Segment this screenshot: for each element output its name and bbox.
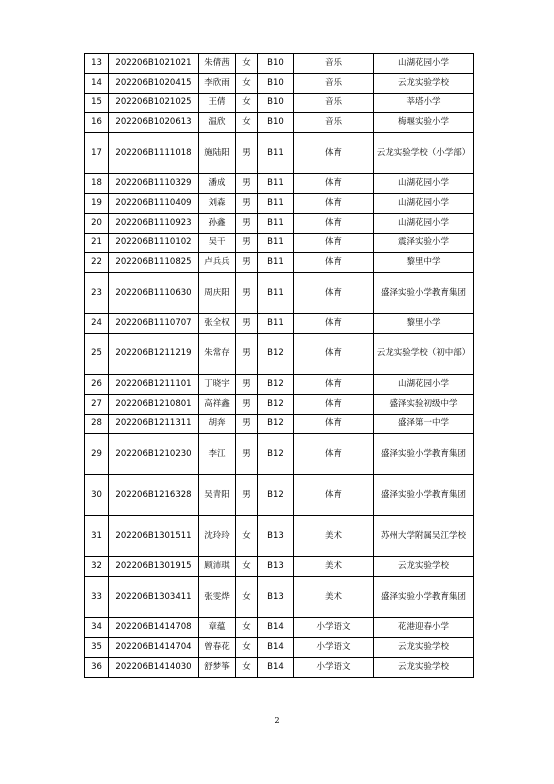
cell-number: 29: [85, 434, 109, 475]
cell-subject: 美术: [294, 557, 374, 577]
school-text: 山湖花园小学: [397, 57, 449, 68]
table-row: [85, 193, 474, 213]
cell-name: 施陆阳: [199, 133, 236, 174]
school-text: 云龙实验学校（小学部）: [376, 147, 471, 158]
cell-name: 刘森: [199, 193, 236, 213]
cell-exam-id: 202206B1211101: [109, 374, 199, 394]
cell-number: 32: [85, 557, 109, 577]
cell-group: B13: [258, 577, 294, 618]
cell-name: 沈玲玲: [199, 516, 236, 557]
cell-number: 15: [85, 93, 109, 113]
cell-school: [374, 213, 474, 233]
table-row: [85, 577, 474, 618]
school-text: 云龙实验学校: [397, 77, 449, 88]
cell-school: [374, 54, 474, 74]
cell-number: 23: [85, 273, 109, 314]
cell-group: B14: [258, 657, 294, 677]
cell-gender: 男: [236, 174, 258, 194]
cell-subject: 小学语文: [294, 637, 374, 657]
cell-gender: 女: [236, 516, 258, 557]
cell-exam-id: 202206B1211219: [109, 333, 199, 374]
school-text: 盛泽实验小学教育集团: [380, 287, 466, 298]
cell-subject: 体育: [294, 394, 374, 414]
cell-subject: 体育: [294, 273, 374, 314]
cell-name: 卢兵兵: [199, 253, 236, 273]
cell-group: B11: [258, 174, 294, 194]
cell-exam-id: 202206B1110630: [109, 273, 199, 314]
cell-gender: 男: [236, 314, 258, 334]
cell-exam-id: 202206B1210801: [109, 394, 199, 414]
cell-exam-id: 202206B1020613: [109, 113, 199, 133]
cell-name: 孙鑫: [199, 213, 236, 233]
cell-gender: 男: [236, 253, 258, 273]
cell-group: B10: [258, 93, 294, 113]
cell-number: 35: [85, 637, 109, 657]
cell-subject: 音乐: [294, 54, 374, 74]
school-text: 盛泽实验小学教育集团: [380, 448, 466, 459]
cell-exam-id: 202206B1301511: [109, 516, 199, 557]
school-text: 震泽实验小学: [397, 237, 449, 248]
school-text: 云龙实验学校: [397, 661, 449, 672]
cell-exam-id: 202206B1021025: [109, 93, 199, 113]
cell-school: [374, 113, 474, 133]
cell-gender: 女: [236, 93, 258, 113]
cell-number: 21: [85, 233, 109, 253]
school-text: 梅堰实验小学: [397, 117, 449, 128]
cell-exam-id: 202206B1414704: [109, 637, 199, 657]
cell-gender: 女: [236, 577, 258, 618]
cell-group: B12: [258, 434, 294, 475]
cell-subject: 体育: [294, 414, 374, 434]
cell-name: 吴青阳: [199, 475, 236, 516]
cell-gender: 女: [236, 113, 258, 133]
cell-exam-id: 202206B1110329: [109, 174, 199, 194]
cell-group: B12: [258, 394, 294, 414]
school-text: 云龙实验学校: [397, 641, 449, 652]
school-text: 黎里中学: [406, 257, 441, 268]
table-row: [85, 314, 474, 334]
table-row: [85, 233, 474, 253]
cell-exam-id: 202206B1210230: [109, 434, 199, 475]
table-row: [85, 618, 474, 638]
school-text: 山湖花园小学: [397, 217, 449, 228]
cell-subject: 体育: [294, 174, 374, 194]
cell-exam-id: 202206B1110707: [109, 314, 199, 334]
cell-name: 温欣: [199, 113, 236, 133]
cell-number: 28: [85, 414, 109, 434]
cell-school: [374, 73, 474, 93]
cell-school: [374, 253, 474, 273]
cell-school: [374, 637, 474, 657]
cell-subject: 音乐: [294, 93, 374, 113]
cell-group: B11: [258, 233, 294, 253]
table-row: [85, 73, 474, 93]
cell-number: 24: [85, 314, 109, 334]
cell-name: 周庆阳: [199, 273, 236, 314]
cell-school: [374, 314, 474, 334]
cell-exam-id: 202206B1110409: [109, 193, 199, 213]
table-row: [85, 637, 474, 657]
cell-number: 20: [85, 213, 109, 233]
cell-subject: 美术: [294, 577, 374, 618]
school-text: 云龙实验学校: [397, 561, 449, 572]
cell-exam-id: 202206B1414708: [109, 618, 199, 638]
school-text: 莘塔小学: [406, 97, 441, 108]
table-row: [85, 174, 474, 194]
cell-exam-id: 202206B1211311: [109, 414, 199, 434]
cell-gender: 男: [236, 233, 258, 253]
cell-subject: 美术: [294, 516, 374, 557]
cell-gender: 男: [236, 133, 258, 174]
cell-gender: 女: [236, 657, 258, 677]
cell-name: 丁晓宇: [199, 374, 236, 394]
cell-exam-id: 202206B1110923: [109, 213, 199, 233]
table-row: [85, 253, 474, 273]
cell-name: 朱倩茜: [199, 54, 236, 74]
cell-subject: 小学语文: [294, 657, 374, 677]
cell-school: [374, 394, 474, 414]
cell-name: 章蕴: [199, 618, 236, 638]
table-row: [85, 54, 474, 74]
cell-number: 16: [85, 113, 109, 133]
cell-group: B14: [258, 637, 294, 657]
cell-name: 王倩: [199, 93, 236, 113]
cell-name: 张全权: [199, 314, 236, 334]
cell-number: 17: [85, 133, 109, 174]
cell-group: B11: [258, 213, 294, 233]
cell-subject: 音乐: [294, 113, 374, 133]
cell-number: 27: [85, 394, 109, 414]
cell-group: B12: [258, 414, 294, 434]
cell-subject: 体育: [294, 193, 374, 213]
candidate-table: [84, 53, 474, 678]
cell-subject: 体育: [294, 434, 374, 475]
school-text: 盛泽实验小学教育集团: [380, 591, 466, 602]
cell-name: 高祥鑫: [199, 394, 236, 414]
cell-number: 30: [85, 475, 109, 516]
cell-gender: 男: [236, 374, 258, 394]
cell-name: 胡奔: [199, 414, 236, 434]
cell-name: 曾春花: [199, 637, 236, 657]
cell-number: 22: [85, 253, 109, 273]
cell-school: [374, 133, 474, 174]
table-row: [85, 557, 474, 577]
table-row: [85, 113, 474, 133]
cell-school: [374, 657, 474, 677]
school-text: 山湖花园小学: [397, 178, 449, 189]
cell-school: [374, 233, 474, 253]
cell-school: [374, 618, 474, 638]
cell-school: [374, 577, 474, 618]
cell-school: [374, 333, 474, 374]
cell-subject: 体育: [294, 233, 374, 253]
cell-school: [374, 273, 474, 314]
cell-group: B10: [258, 54, 294, 74]
cell-subject: 体育: [294, 133, 374, 174]
table-row: [85, 434, 474, 475]
cell-name: 张雯烨: [199, 577, 236, 618]
cell-gender: 男: [236, 213, 258, 233]
cell-subject: 体育: [294, 475, 374, 516]
cell-subject: 音乐: [294, 73, 374, 93]
school-text: 苏州大学附属吴江学校: [380, 530, 466, 541]
cell-school: [374, 374, 474, 394]
cell-group: B11: [258, 193, 294, 213]
cell-school: [374, 557, 474, 577]
school-text: 盛泽实验小学教育集团: [380, 489, 466, 500]
school-text: 盛泽实验初级中学: [389, 398, 458, 409]
school-text: 黎里小学: [406, 318, 441, 329]
table-row: [85, 516, 474, 557]
cell-school: [374, 174, 474, 194]
cell-gender: 男: [236, 273, 258, 314]
cell-number: 13: [85, 54, 109, 74]
cell-number: 14: [85, 73, 109, 93]
cell-subject: 体育: [294, 333, 374, 374]
cell-number: 31: [85, 516, 109, 557]
cell-number: 26: [85, 374, 109, 394]
cell-gender: 女: [236, 54, 258, 74]
table-row: [85, 133, 474, 174]
cell-gender: 女: [236, 557, 258, 577]
cell-number: 19: [85, 193, 109, 213]
cell-gender: 男: [236, 434, 258, 475]
cell-group: B11: [258, 273, 294, 314]
cell-number: 25: [85, 333, 109, 374]
cell-gender: 男: [236, 193, 258, 213]
cell-subject: 体育: [294, 213, 374, 233]
school-text: 云龙实验学校（初中部）: [376, 348, 471, 359]
cell-group: B11: [258, 133, 294, 174]
cell-exam-id: 202206B1111018: [109, 133, 199, 174]
cell-subject: 体育: [294, 374, 374, 394]
table-row: [85, 414, 474, 434]
cell-number: 18: [85, 174, 109, 194]
cell-name: 李欣雨: [199, 73, 236, 93]
table-row: [85, 213, 474, 233]
cell-gender: 男: [236, 333, 258, 374]
page-number: 2: [274, 716, 280, 725]
school-text: 山湖花园小学: [397, 378, 449, 389]
cell-subject: 体育: [294, 314, 374, 334]
cell-group: B13: [258, 557, 294, 577]
cell-name: 舒梦筝: [199, 657, 236, 677]
cell-group: B11: [258, 253, 294, 273]
cell-number: 33: [85, 577, 109, 618]
cell-group: B12: [258, 374, 294, 394]
cell-group: B14: [258, 618, 294, 638]
cell-number: 34: [85, 618, 109, 638]
cell-school: [374, 475, 474, 516]
cell-gender: 男: [236, 475, 258, 516]
cell-school: [374, 414, 474, 434]
cell-number: 36: [85, 657, 109, 677]
cell-gender: 男: [236, 414, 258, 434]
cell-exam-id: 202206B1216328: [109, 475, 199, 516]
table-row: [85, 374, 474, 394]
table-row: [85, 475, 474, 516]
cell-name: 潘成: [199, 174, 236, 194]
cell-name: 吴干: [199, 233, 236, 253]
cell-school: [374, 434, 474, 475]
cell-group: B12: [258, 475, 294, 516]
cell-name: 朱常存: [199, 333, 236, 374]
school-text: 花港迎春小学: [397, 622, 449, 633]
table-row: [85, 273, 474, 314]
cell-exam-id: 202206B1301915: [109, 557, 199, 577]
cell-gender: 女: [236, 73, 258, 93]
cell-gender: 女: [236, 637, 258, 657]
cell-exam-id: 202206B1020415: [109, 73, 199, 93]
cell-subject: 体育: [294, 253, 374, 273]
cell-group: B11: [258, 314, 294, 334]
cell-exam-id: 202206B1414030: [109, 657, 199, 677]
cell-exam-id: 202206B1110102: [109, 233, 199, 253]
cell-group: B10: [258, 73, 294, 93]
cell-group: B10: [258, 113, 294, 133]
cell-group: B13: [258, 516, 294, 557]
cell-name: 李江: [199, 434, 236, 475]
cell-gender: 男: [236, 394, 258, 414]
cell-exam-id: 202206B1303411: [109, 577, 199, 618]
cell-exam-id: 202206B1110825: [109, 253, 199, 273]
table-row: [85, 93, 474, 113]
school-text: 山湖花园小学: [397, 197, 449, 208]
table-row: [85, 333, 474, 374]
cell-school: [374, 93, 474, 113]
cell-school: [374, 193, 474, 213]
cell-exam-id: 202206B1021021: [109, 54, 199, 74]
cell-group: B12: [258, 333, 294, 374]
cell-name: 顾沛琪: [199, 557, 236, 577]
table-row: [85, 657, 474, 677]
table-row: [85, 394, 474, 414]
cell-gender: 女: [236, 618, 258, 638]
cell-subject: 小学语文: [294, 618, 374, 638]
cell-school: [374, 516, 474, 557]
school-text: 盛泽第一中学: [397, 418, 449, 429]
